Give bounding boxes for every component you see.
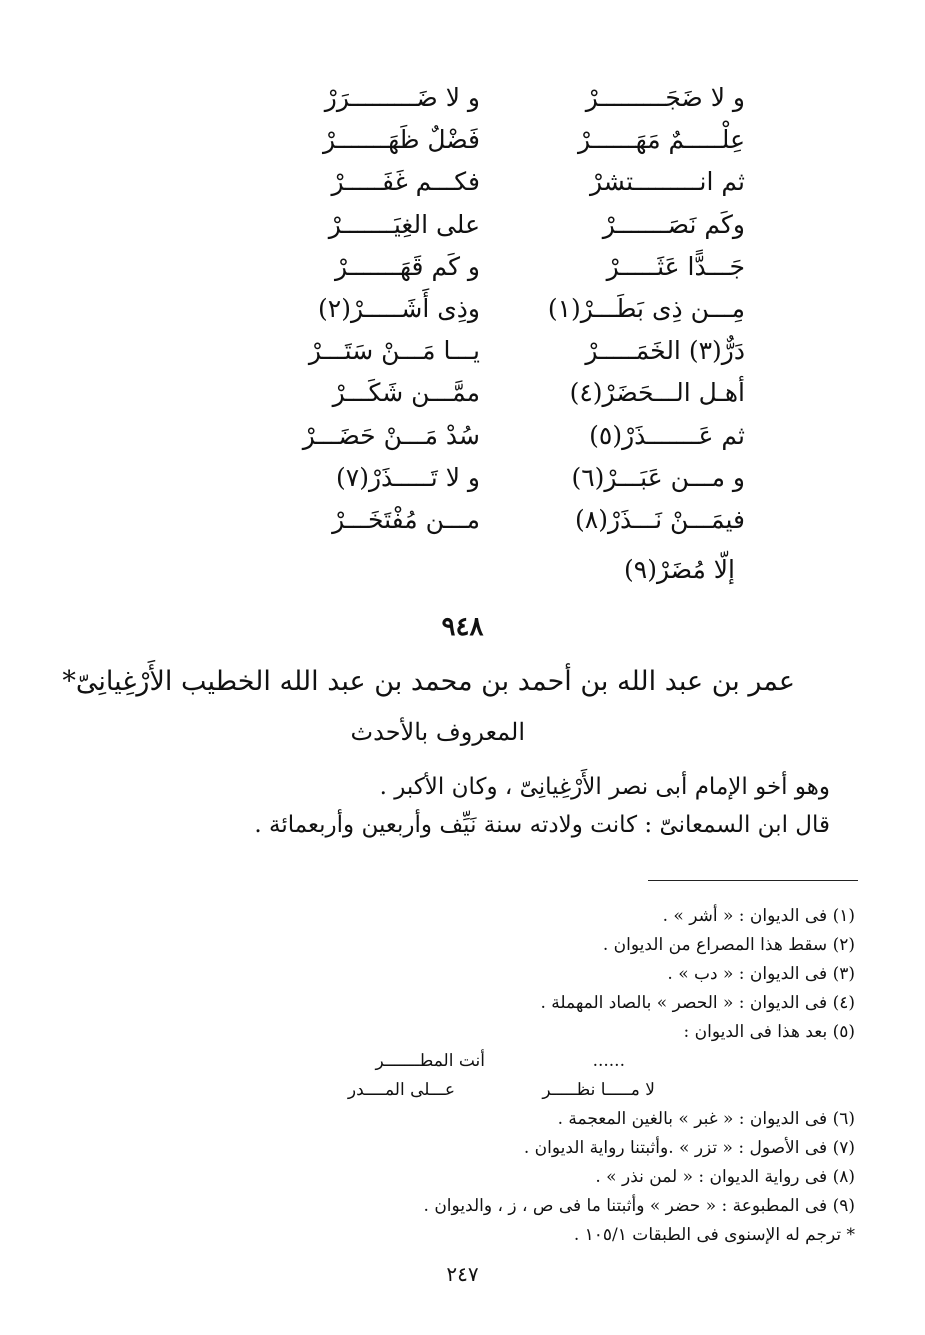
footnotes (55, 902, 855, 1250)
poem-verse (255, 500, 745, 542)
footnote: (٥) بعد هذا فى الديوان : (683, 1022, 855, 1042)
footnote: (٨) فى رواية الديوان : « لمن نذر » . (595, 1167, 855, 1187)
entry-body-line: وهو أخو الإمام أبى نصر الأَرْغِيانِىّ ، وكان الأكبر . (379, 774, 830, 800)
poem-verse (255, 162, 745, 204)
verse-second-hemistich: ممَّـــن شَكَـــرْ (332, 378, 480, 408)
footnote: (١) فى الديوان : « أشر » . (662, 906, 855, 926)
verse-second-hemistich: و لا تَـــــذَرْ(٧) (336, 462, 480, 492)
footnote-divider (648, 880, 858, 881)
entry-body-line: قال ابن السمعانىّ : كانت ولادته سنة نَيِّف وأربعين وأربعمائة . (254, 812, 830, 838)
verse-second-hemistich: يـــا مَـــنْ سَتَـــرْ (308, 336, 480, 366)
quoted-verse-part: لا مـــــا نظـــــر (542, 1080, 655, 1100)
footnote: (٦) فى الديوان : « غبر » بالغين المعجمة . (557, 1109, 855, 1129)
verse-first-hemistich: وكَم نَصَـــــــرْ (602, 209, 745, 239)
verse-first-hemistich: و مـــن عَبَـــرْ(٦) (571, 462, 745, 492)
verse-second-hemistich: فَضْلٌ ظَهَـــــــرْ (323, 125, 480, 155)
footnote: (٢) سقط هذا المصراع من الديوان . (602, 935, 855, 955)
poem-verse (255, 205, 745, 247)
footnote: * ترجم له الإسنوى فى الطبقات ١٠٥/١ . (573, 1225, 855, 1245)
poem-verse (255, 416, 745, 458)
verse-first-hemistich: ثم انـــــــــتشرْ (589, 167, 745, 197)
quoted-verse-part: أنت المطـــــــر (375, 1051, 485, 1071)
verse-first-hemistich: مِـــن ذِى بَطَـــرْ(١) (547, 293, 745, 323)
verse-second-hemistich: وذِى أَشَـــــرْ(٢) (318, 293, 480, 323)
verse-first-hemistich: أهـل الـــحَضَرْ(٤) (569, 378, 745, 408)
quoted-verse-part: ...... (592, 1051, 625, 1071)
verse-first-hemistich: ثم عَـــــــذَرْ(٥) (589, 420, 745, 450)
quoted-verse-part: عـــلى المــــدر (347, 1080, 455, 1100)
poem-verse (255, 458, 745, 500)
poem-closing-line: إلّا مُضَرْ(٩) (624, 555, 735, 584)
poem-verse (255, 331, 745, 373)
poem-verse (255, 289, 745, 331)
verse-first-hemistich: دَرٌّ(٣) الخَمَـــــرْ (585, 336, 745, 366)
poem-verse (255, 247, 745, 289)
verse-first-hemistich: فيمَـــنْ نَـــذَرْ(٨) (575, 504, 745, 534)
page-number: ٢٤٧ (446, 1262, 479, 1286)
footnote: (٣) فى الديوان : « دب » . (667, 964, 855, 984)
verse-second-hemistich: فكـــم غَفَـــــرْ (331, 167, 480, 197)
footnote: (٧) فى الأصول : « تزر » .وأثبتنا رواية الديوان . (523, 1138, 855, 1158)
entry-number: ٩٤٨ (441, 612, 484, 642)
entry-subtitle: المعروف بالأحدث (350, 718, 525, 746)
verse-first-hemistich: و لا ضَجَـــــــــرْ (585, 83, 745, 112)
poem-verse (255, 120, 745, 162)
footnote: (٩) فى المطبوعة : « حضر » وأثبتنا ما فى ص ، ز ، والديوان . (423, 1196, 855, 1216)
verse-second-hemistich: على الغِيَـــــــرْ (328, 209, 480, 239)
verse-second-hemistich: مـــن مُفْتَخَـــرْ (332, 504, 480, 534)
verse-second-hemistich: سُدْ مَـــنْ حَضَـــرْ (302, 420, 480, 450)
footnote: (٤) فى الديوان : « الحصر » بالصاد المهملة . (540, 993, 855, 1013)
poem-verse (255, 373, 745, 415)
poem-verse (255, 78, 745, 120)
entry-title: عمر بن عبد الله بن أحمد بن محمد بن عبد الله الخطيب الأَرْغِيانِىّ* (62, 666, 795, 697)
footnote-quoted-verse (55, 1047, 855, 1105)
verse-second-hemistich: و لا ضَـــــــــرَرْ (324, 83, 480, 112)
verse-first-hemistich: جَـــدًّا عَثَـــــرْ (606, 251, 745, 281)
poem (255, 78, 745, 542)
verse-second-hemistich: و كَم قَهَـــــــرْ (334, 251, 480, 281)
verse-first-hemistich: عِلْـــــمٌ مَهَــــــرْ (577, 125, 745, 155)
